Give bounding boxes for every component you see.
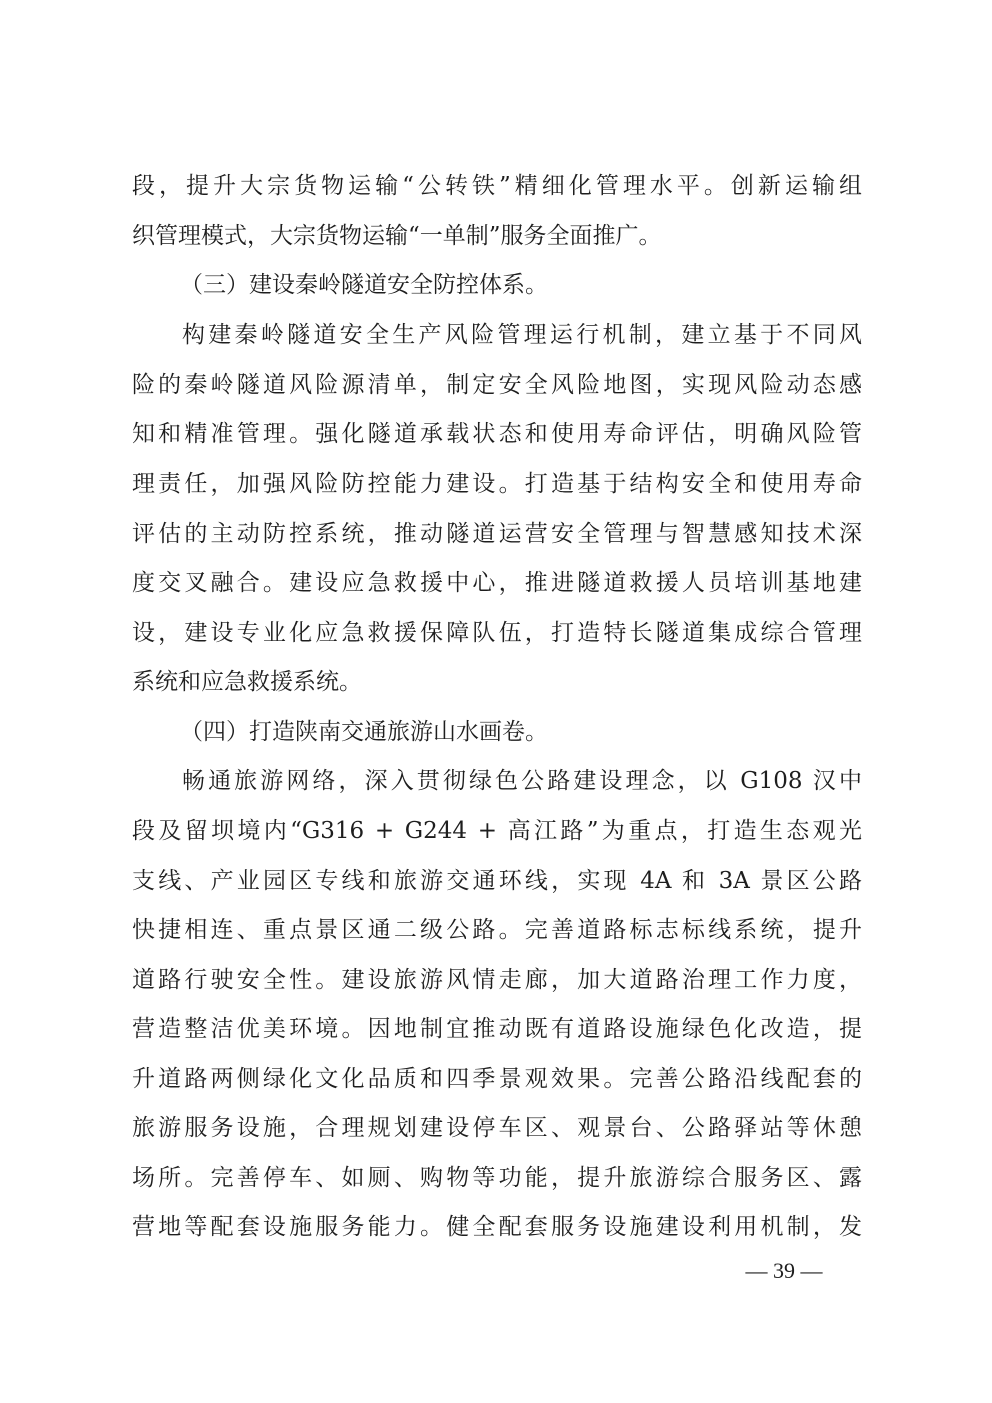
text-line: 升道路两侧绿化文化品质和四季景观效果。完善公路沿线配套的 bbox=[132, 1066, 862, 1092]
section-heading: （三）建设秦岭隧道安全防控体系。 bbox=[180, 272, 548, 298]
text-line: 旅游服务设施，合理规划建设停车区、观景台、公路驿站等休憩 bbox=[132, 1115, 862, 1141]
text-line: 营造整洁优美环境。因地制宜推动既有道路设施绿色化改造，提 bbox=[132, 1016, 862, 1042]
text-line: 度交叉融合。建设应急救援中心，推进隧道救援人员培训基地建 bbox=[132, 570, 862, 596]
text-line: 理责任，加强风险防控能力建设。打造基于结构安全和使用寿命 bbox=[132, 471, 862, 497]
text-line: 评估的主动防控系统，推动隧道运营安全管理与智慧感知技术深 bbox=[132, 521, 862, 547]
text-line: 险的秦岭隧道风险源清单，制定安全风险地图，实现风险动态感 bbox=[132, 372, 862, 398]
page-number: — 39 — bbox=[745, 1258, 823, 1283]
text-line: 段，提升大宗货物运输“公转铁”精细化管理水平。创新运输组 bbox=[132, 173, 862, 199]
text-line: 系统和应急救援系统。 bbox=[132, 669, 362, 695]
text-line: 营地等配套设施服务能力。健全配套服务设施建设利用机制，发 bbox=[132, 1214, 862, 1240]
text-line: 场所。完善停车、如厕、购物等功能，提升旅游综合服务区、露 bbox=[132, 1165, 862, 1191]
section-heading: （四）打造陕南交通旅游山水画卷。 bbox=[180, 719, 548, 745]
text-line: 快捷相连、重点景区通二级公路。完善道路标志标线系统，提升 bbox=[132, 917, 862, 943]
text-line: 知和精准管理。强化隧道承载状态和使用寿命评估，明确风险管 bbox=[132, 421, 862, 447]
text-line: 设，建设专业化应急救援保障队伍，打造特长隧道集成综合管理 bbox=[132, 620, 862, 646]
text-line: 支线、产业园区专线和旅游交通环线，实现 4A 和 3A 景区公路 bbox=[132, 868, 862, 894]
text-line: 道路行驶安全性。建设旅游风情走廊，加大道路治理工作力度， bbox=[132, 967, 862, 993]
text-line: 段及留坝境内“G316 + G244 + 高江路”为重点，打造生态观光 bbox=[132, 818, 862, 844]
text-line: 织管理模式，大宗货物运输“一单制”服务全面推广。 bbox=[132, 223, 662, 249]
text-line: 构建秦岭隧道安全生产风险管理运行机制，建立基于不同风 bbox=[182, 322, 862, 348]
text-line: 畅通旅游网络，深入贯彻绿色公路建设理念，以 G108 汉中 bbox=[182, 768, 862, 794]
